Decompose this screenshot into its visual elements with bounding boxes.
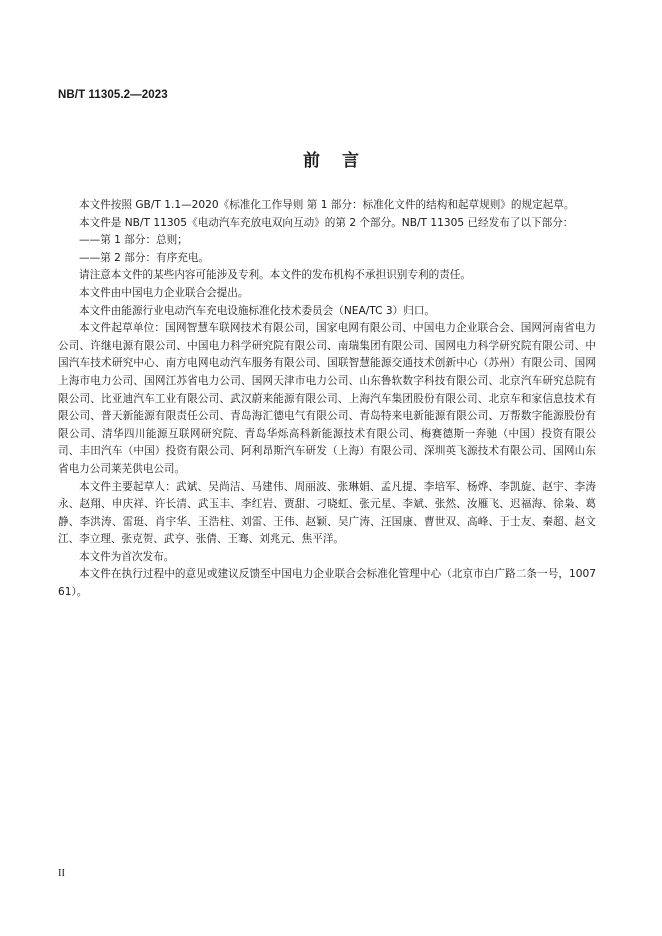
paragraph-drafters: 本文件主要起草人：武斌、吴尚洁、马建伟、周丽波、张琳娟、孟凡提、李培军、杨烨、李凯旋、赵宇、李涛永、赵翔、申庆祥、许长清、武玉丰、李红岩、贾甜、刁晓虹、张元星、李斌、张然、汝雁飞、迟福海、徐枭、葛静、李洪涛、雷珽、肖宇华、王浩柱、刘雷、王伟、赵颖、吴广涛、汪国康、曹世双、高峰、于士友、秦超、赵文江、李立理、张克贺、武亨、张倩、王骞、刘兆元、焦平洋。	[58, 480, 596, 546]
list-item-part-1: ——第 1 部分：总则；	[79, 234, 188, 247]
standard-code: NB/T 11305.2—2023	[58, 89, 168, 101]
paragraph-drafting-rules: 本文件按照 GB/T 1.1—2020《标准化工作导则 第 1 部分：标准化文件的结构和起草规则》的规定起草。	[79, 199, 575, 211]
page-title-char: 前	[303, 151, 320, 171]
paragraph-first-release: 本文件为首次发布。	[79, 550, 175, 563]
paragraph-technical-committee: 本文件由能源行业电动汽车充电设施标准化技术委员会（NEA/TC 3）归口。	[79, 304, 436, 317]
foreword-body	[58, 197, 596, 602]
paragraph-patent-notice: 请注意本文件的某些内容可能涉及专利。本文件的发布机构不承担识别专利的责任。	[79, 269, 471, 282]
page-number: II	[58, 868, 65, 879]
paragraph-proposed-by: 本文件由中国电力企业联合会提出。	[79, 286, 249, 299]
paragraph-drafting-organizations: 本文件起草单位：国网智慧车联网技术有限公司，国家电网有限公司、中国电力企业联合会、国网河南省电力公司、许继电源有限公司、中国电力科学研究院有限公司、南瑞集团有限公司、国网电力科学研究院有限公司、中国汽车技术研究中心、南方电网电动汽车服务有限公司、国联智慧能源交通技术创新中心（苏州）有限公司、国网上海市电力公司、国网江苏省电力公司、国网天津市电力公司、山东鲁软数字科技有限公司、北京汽车研究总院有限公司、比亚迪汽车工业有限公司、武汉蔚来能源有限公司、上海汽车集团股份有限公司、北京车和家信息技术有限公司、普天新能源有限责任公司、青岛海汇德电气有限公司、青岛特来电新能源有限公司、万帮数字能源股份有限公司、清华四川能源互联网研究院、青岛华烁高科新能源技术有限公司、梅赛德斯一奔驰（中国）投资有限公司、丰田汽车（中国）投资有限公司、阿利昂斯汽车研发（上海）有限公司、深圳英飞源技术有限公司、国网山东省电力公司莱芜供电公司。	[58, 322, 596, 475]
page-title-char: 言	[342, 151, 359, 171]
paragraph-series-info: 本文件是 NB/T 11305《电动汽车充放电双向互动》的第 2 个部分。NB/T 11305 已经发布了以下部分：	[79, 216, 574, 229]
list-item-part-2: ——第 2 部分：有序充电。	[79, 251, 210, 264]
paragraph-feedback-contact: 本文件在执行过程中的意见或建议反馈至中国电力企业联合会标准化管理中心（北京市白广路二条一号，100761）。	[58, 568, 596, 599]
page-title	[0, 146, 662, 171]
